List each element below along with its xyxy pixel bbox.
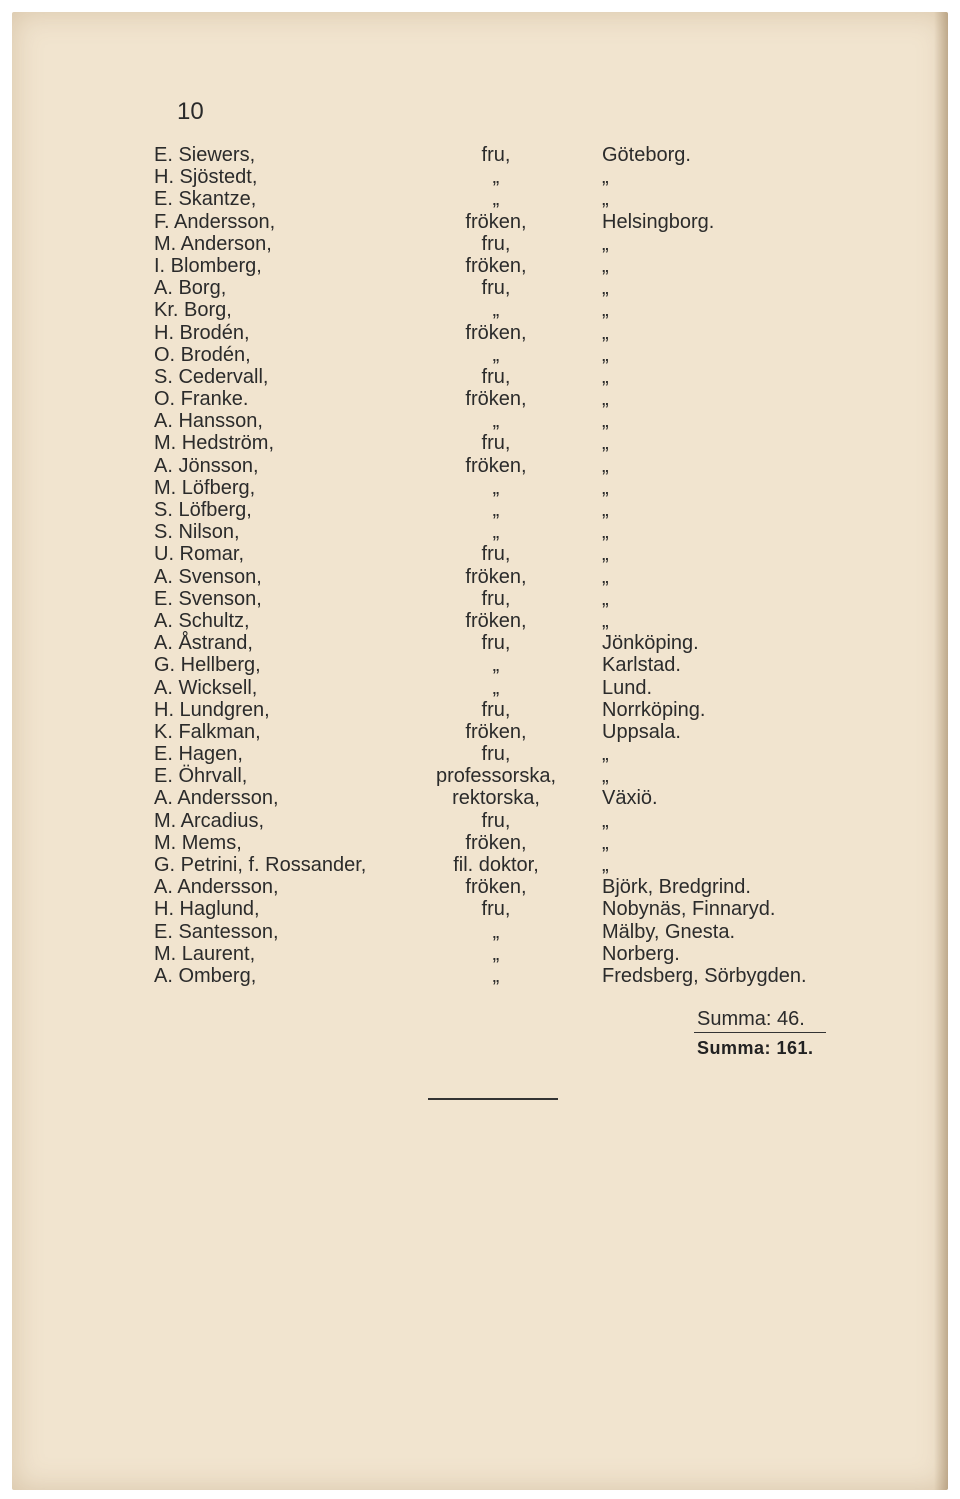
member-title: „	[492, 521, 500, 544]
member-place: „	[602, 543, 609, 566]
member-place: „	[602, 299, 609, 322]
member-name: M. Löfberg,	[154, 476, 256, 499]
member-title: fru,	[481, 898, 511, 921]
member-name: M. Arcadius,	[154, 809, 265, 832]
member-title: fru,	[481, 632, 511, 655]
member-title: „	[492, 476, 500, 499]
member-name: A. Schultz,	[154, 609, 250, 632]
member-place: „	[602, 765, 609, 788]
member-name: E. Svenson,	[154, 587, 262, 610]
member-place: „	[602, 166, 609, 189]
member-title: fru,	[481, 432, 511, 455]
list-item	[12, 765, 948, 787]
member-place: „	[602, 609, 609, 632]
member-title: fröken,	[465, 876, 527, 899]
member-title: fru,	[481, 587, 511, 610]
list-item	[12, 876, 948, 898]
list-item	[12, 566, 948, 588]
member-name: U. Romar,	[154, 543, 245, 566]
member-place: „	[602, 410, 609, 433]
member-place: „	[602, 521, 609, 544]
member-name: A. Hansson,	[154, 410, 263, 433]
member-name: M. Hedström,	[154, 432, 275, 455]
list-item	[12, 965, 948, 987]
member-name: A. Andersson,	[154, 876, 279, 899]
list-item	[12, 588, 948, 610]
member-list	[12, 144, 948, 987]
member-place: Fredsberg, Sörbygden.	[602, 964, 807, 987]
member-place: „	[602, 432, 609, 455]
member-name: E. Siewers,	[154, 144, 256, 166]
list-item	[12, 499, 948, 521]
member-place: Göteborg.	[602, 144, 691, 166]
list-item	[12, 188, 948, 210]
member-name: G. Hellberg,	[154, 654, 261, 677]
member-title: „	[492, 942, 500, 965]
page	[12, 12, 948, 1490]
member-name: E. Santesson,	[154, 920, 279, 943]
list-item	[12, 854, 948, 876]
member-name: M. Mems,	[154, 831, 242, 854]
member-place: „	[602, 809, 609, 832]
member-name: S. Nilson,	[154, 521, 240, 544]
list-item	[12, 721, 948, 743]
list-item	[12, 455, 948, 477]
member-place: „	[602, 454, 609, 477]
member-place: Helsingborg.	[602, 210, 715, 233]
member-name: A. Andersson,	[154, 787, 279, 810]
list-item	[12, 255, 948, 277]
member-place: „	[602, 587, 609, 610]
list-item	[12, 388, 948, 410]
summa-underline	[694, 1032, 826, 1033]
member-title: fröken,	[465, 720, 527, 743]
member-place: „	[602, 476, 609, 499]
member-name: A. Borg,	[154, 277, 227, 300]
member-place: Norrköping.	[602, 698, 706, 721]
member-name: A. Jönsson,	[154, 454, 259, 477]
total-summa: Summa: 161.	[697, 1038, 814, 1058]
member-place: Norberg.	[602, 942, 680, 965]
member-place: „	[602, 388, 609, 411]
list-item	[12, 898, 948, 920]
member-place: „	[602, 743, 609, 766]
list-item	[12, 543, 948, 565]
member-title: fröken,	[465, 609, 527, 632]
member-place: Växiö.	[602, 787, 658, 810]
member-place: Jönköping.	[602, 632, 699, 655]
member-name: F. Andersson,	[154, 210, 276, 233]
member-title: fru,	[481, 277, 511, 300]
member-title: „	[492, 654, 500, 677]
member-name: O. Brodén,	[154, 343, 251, 366]
member-title: fil. doktor,	[453, 854, 539, 876]
member-name: M. Laurent,	[154, 942, 256, 965]
member-title: „	[492, 499, 500, 521]
member-title: „	[492, 343, 500, 366]
member-name: A. Wicksell,	[154, 676, 258, 699]
member-place: „	[602, 232, 609, 255]
member-place: „	[602, 499, 609, 521]
page-number: 10	[177, 98, 204, 125]
list-item	[12, 832, 948, 854]
member-place: „	[602, 365, 609, 388]
member-name: A. Åstrand,	[154, 632, 253, 655]
member-name: G. Petrini, f. Rossander,	[154, 854, 367, 876]
member-place: Uppsala.	[602, 720, 681, 743]
list-item	[12, 787, 948, 809]
member-name: S. Cedervall,	[154, 365, 269, 388]
member-name: H. Brodén,	[154, 321, 250, 344]
member-place: Nobynäs, Finnaryd.	[602, 898, 776, 921]
member-title: „	[492, 166, 500, 189]
member-title: fru,	[481, 809, 511, 832]
member-place: „	[602, 854, 609, 876]
member-place: Lund.	[602, 676, 653, 699]
member-title: fröken,	[465, 831, 527, 854]
member-name: A. Omberg,	[154, 964, 257, 987]
member-title: fru,	[481, 232, 511, 255]
list-item	[12, 743, 948, 765]
member-name: H. Lundgren,	[154, 698, 270, 721]
member-title: „	[492, 676, 500, 699]
member-title: fru,	[481, 543, 511, 566]
member-title: fröken,	[465, 454, 527, 477]
member-name: O. Franke.	[154, 388, 249, 411]
member-title: fru,	[481, 144, 511, 166]
member-place: „	[602, 254, 609, 277]
member-place: „	[602, 565, 609, 588]
list-item	[12, 699, 948, 721]
member-place: „	[602, 321, 609, 344]
list-item	[12, 654, 948, 676]
member-title: „	[492, 920, 500, 943]
member-title: „	[492, 188, 500, 211]
list-item	[12, 166, 948, 188]
member-title: fröken,	[465, 210, 527, 233]
member-title: professorska,	[435, 765, 557, 788]
member-title: fröken,	[465, 565, 527, 588]
list-item	[12, 632, 948, 654]
member-name: H. Sjöstedt,	[154, 166, 258, 189]
member-title: rektorska,	[452, 787, 540, 810]
member-name: Kr. Borg,	[154, 299, 232, 322]
member-name: M. Anderson,	[154, 232, 272, 255]
list-item	[12, 322, 948, 344]
list-item	[12, 921, 948, 943]
list-item	[12, 477, 948, 499]
member-place: Björk, Bredgrind.	[602, 876, 751, 899]
member-name: E. Öhrvall,	[154, 765, 248, 788]
member-place: Karlstad.	[602, 654, 681, 677]
list-item	[12, 299, 948, 321]
member-title: fröken,	[465, 321, 527, 344]
member-title: fröken,	[465, 254, 527, 277]
member-name: I. Blomberg,	[154, 254, 262, 277]
member-place: Mälby, Gnesta.	[602, 920, 736, 943]
member-place: „	[602, 831, 609, 854]
list-item	[12, 233, 948, 255]
list-item	[12, 144, 948, 166]
member-name: A. Svenson,	[154, 565, 262, 588]
member-title: „	[492, 410, 500, 433]
member-place: „	[602, 277, 609, 300]
list-item	[12, 344, 948, 366]
list-item	[12, 610, 948, 632]
list-item	[12, 410, 948, 432]
member-name: E. Skantze,	[154, 188, 257, 211]
end-rule	[428, 1098, 558, 1100]
list-item	[12, 211, 948, 233]
list-item	[12, 366, 948, 388]
member-place: „	[602, 188, 609, 211]
member-title: fru,	[481, 743, 511, 766]
member-name: E. Hagen,	[154, 743, 243, 766]
member-title: „	[492, 299, 500, 322]
member-name: K. Falkman,	[154, 720, 261, 743]
member-title: „	[492, 964, 500, 987]
member-title: fröken,	[465, 388, 527, 411]
section-summa: Summa: 46.	[697, 1008, 805, 1030]
member-name: H. Haglund,	[154, 898, 260, 921]
list-item	[12, 521, 948, 543]
list-item	[12, 810, 948, 832]
member-name: S. Löfberg,	[154, 499, 252, 521]
list-item	[12, 277, 948, 299]
member-place: „	[602, 343, 609, 366]
member-title: fru,	[481, 698, 511, 721]
member-title: fru,	[481, 365, 511, 388]
list-item	[12, 432, 948, 454]
list-item	[12, 677, 948, 699]
list-item	[12, 943, 948, 965]
